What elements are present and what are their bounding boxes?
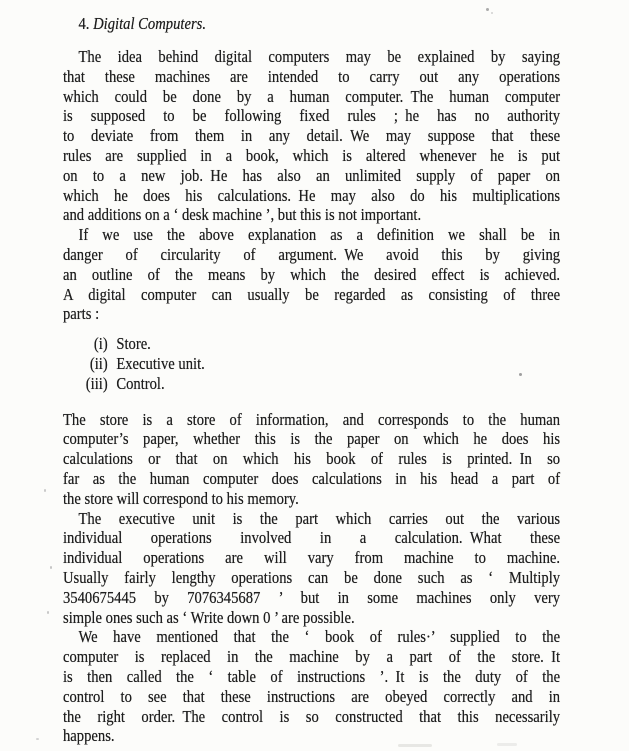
text-line: 3540675445 by 7076345687 ’ but in some machines only very: [63, 587, 561, 607]
text-line: rules are supplied in a book, which is altered whenever he is put: [63, 145, 561, 165]
text-line: danger of circularity of argument. We avoid this by giving: [63, 244, 561, 264]
text-line: far as the human computer does calculations in his head a part of: [63, 468, 561, 488]
text-line: The idea behind digital computers may be explained by saying: [78, 47, 561, 66]
text-line: computer is replaced in the machine by a part of the store. It: [63, 647, 561, 667]
text-line: If we use the above explanation as a definition we shall be in: [78, 225, 561, 245]
text-line: Usually fairly lengthy operations can be done such as ‘ Multiply: [63, 567, 561, 587]
text-line: simple ones such as ‘ Write down 0 ’ are possible.: [63, 607, 355, 627]
paragraph-store: [63, 410, 560, 509]
text-line: is then called the ‘ table of instructions ’. It is the duty of the: [63, 666, 561, 686]
text-line: an outline of the means by which the desired effect is achieved.: [63, 264, 561, 284]
parts-list: [63, 334, 560, 393]
list-marker: (i): [93, 334, 108, 354]
text-line: parts :: [63, 304, 100, 324]
text-line: that these machines are intended to carry out any operations: [63, 66, 561, 86]
text-line: on to a new job. He has also an unlimited supply of paper on: [63, 165, 561, 185]
text-line: to deviate from them in any detail. We may suppose that these: [63, 126, 561, 146]
scan-speck: [47, 611, 49, 614]
list-item: [63, 354, 560, 374]
text-line: and additions on a ‘ desk machine ’, but this is not important.: [63, 205, 422, 225]
scan-speck: [50, 566, 52, 569]
text-line: is supposed to be following fixed rules ; he has no authority: [63, 106, 561, 126]
text-block: [63, 8, 560, 746]
scan-speck: [36, 738, 39, 740]
scan-speck: [486, 8, 489, 11]
section-number: 4.: [78, 14, 90, 33]
scan-speck: [491, 12, 493, 14]
list-item: [63, 334, 560, 354]
scan-speck: [44, 489, 46, 492]
paragraph-definition: [63, 225, 560, 324]
text-line: which he does his calculations. He may also do his multiplications: [63, 185, 561, 205]
section-heading: [63, 14, 576, 34]
text-line: The store is a store of information, and corresponds to the human: [63, 409, 561, 429]
text-line: computer’s paper, whether this is the paper on which he does his: [63, 429, 561, 449]
scan-smudge: [398, 744, 432, 747]
text-line: the store will correspond to his memory.: [63, 488, 299, 508]
text-line: which could be done by a human computer. The human computer: [63, 86, 561, 106]
list-item: [63, 374, 560, 394]
text-line: calculations or that on which his book of rules is printed. In so: [63, 449, 561, 469]
text-line: control to see that these instructions are obeyed correctly and in: [63, 686, 561, 706]
paragraph-control: [63, 627, 560, 746]
list-item-text: Store.: [116, 334, 151, 354]
list-marker: (ii): [89, 353, 108, 373]
text-line: A digital computer can usually be regarded as consisting of three: [63, 284, 561, 304]
text-line: We have mentioned that the ‘ book of rules·’ supplied to the: [78, 627, 561, 647]
text-line: the right order. The control is so constructed that this necessarily: [63, 706, 561, 726]
list-item-text: Control.: [116, 373, 165, 393]
paragraph-executive-unit: [63, 509, 560, 628]
list-marker: (iii): [85, 373, 108, 393]
text-line: individual operations are will vary from machine to machine.: [63, 548, 561, 568]
scan-smudge: [497, 743, 517, 746]
text-line: The executive unit is the part which carries out the various: [78, 508, 561, 528]
list-item-text: Executive unit.: [116, 353, 205, 373]
paragraph-intro: [63, 47, 560, 225]
section-title: Digital Computers.: [93, 14, 207, 33]
text-line: happens.: [63, 726, 115, 746]
text-line: individual operations involved in a calculation. What these: [63, 528, 561, 548]
scan-speck: [519, 373, 522, 376]
